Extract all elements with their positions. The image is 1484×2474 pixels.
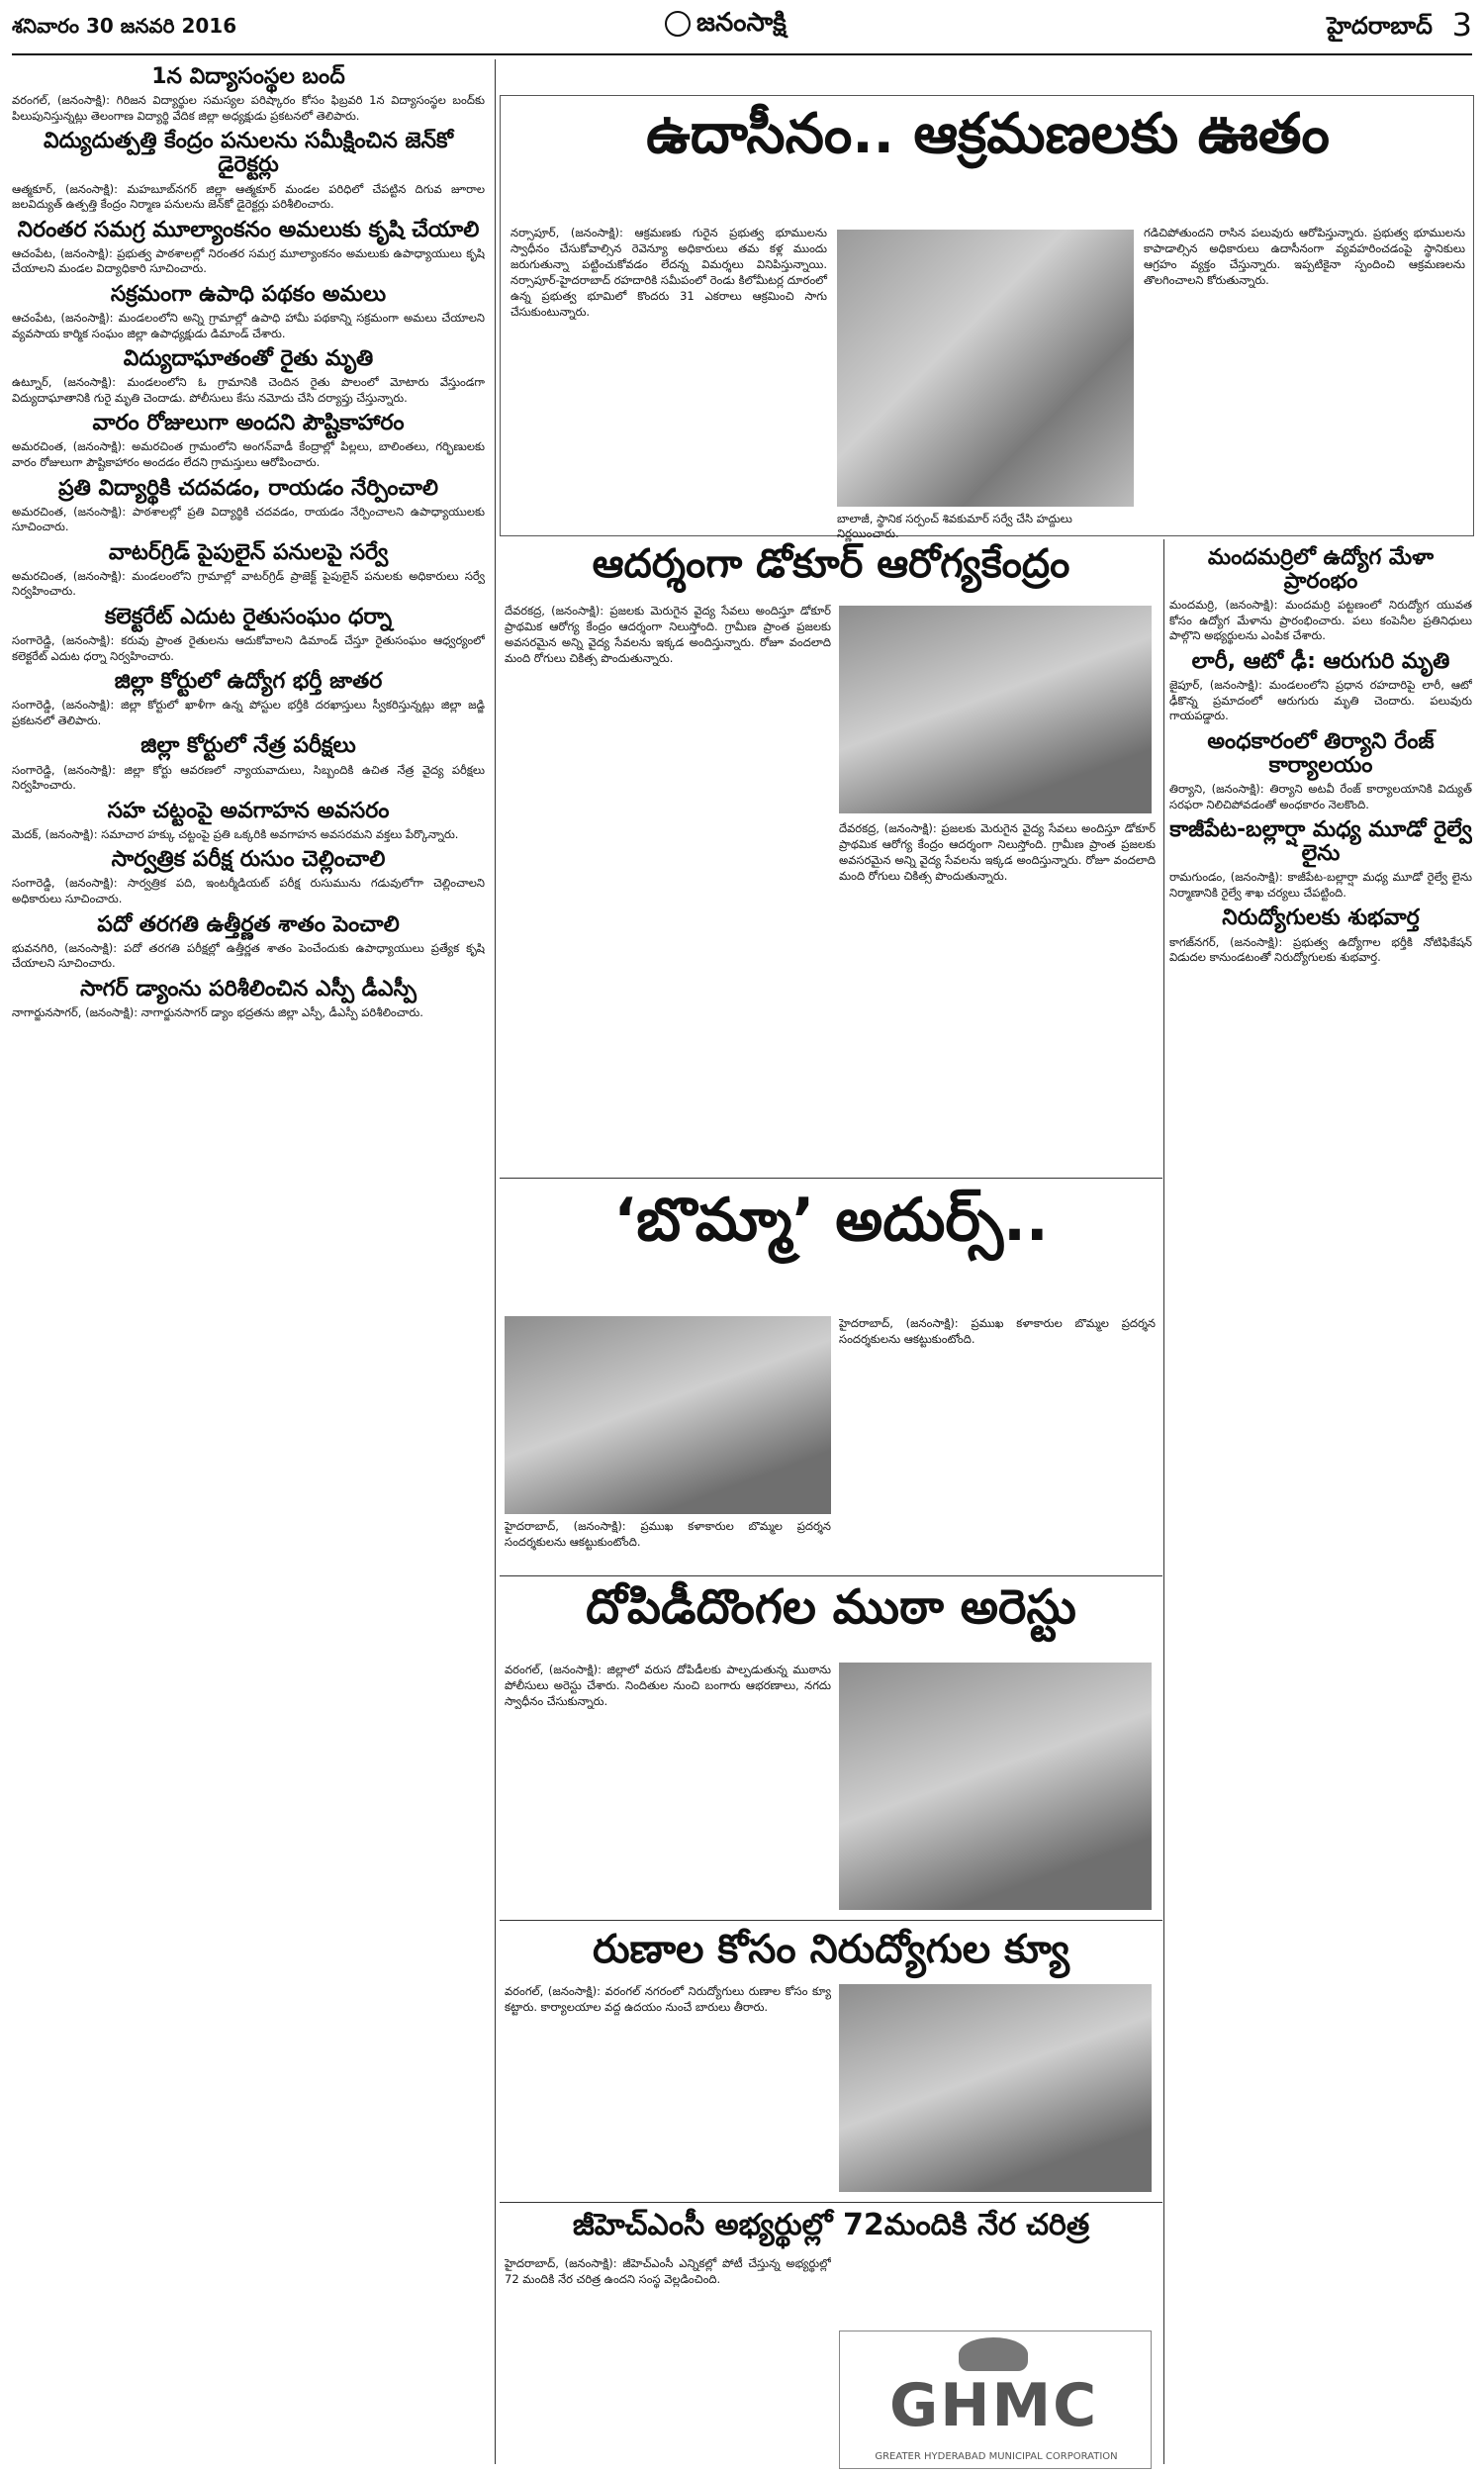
story-text: సంగారెడ్డి, (జనంసాక్షి): జిల్లా కోర్టు ఆవరణలో న్యాయవాదులు, సిబ్బందికి ఉచిత నేత్ర వైద్య పరీక్షలు నిర్వహించారు.: [12, 762, 485, 793]
loans-headline: రుణాల కోసం నిరుద్యోగుల క్యూ: [592, 1927, 1070, 1972]
story-text: ఆచంపేట, (జనంసాక్షి): మండలంలోని అన్ని గ్రామాల్లో ఉపాధి హామీ పథకాన్ని సక్రమంగా అమలు చేయాలని వ్యవసాయ కార్మిక సంఘం జిల్లా ఉపాధ్యక్షుడు డిమాండ్‌ చేశారు.: [12, 311, 485, 340]
news-story: [12, 541, 485, 600]
ghmc-logo-text: GHMC: [889, 2371, 1099, 2440]
loans-text: వరంగల్‌, (జనంసాక్షి): వరంగల్‌ నగరంలో నిరుద్యోగులు రుణాల కోసం క్యూ కట్టారు. కార్యాలయాల వద్ద ఉదయం నుంచే బారులు తీరారు.: [505, 1984, 831, 2014]
section-rule: [500, 1575, 1162, 1576]
news-story: [12, 283, 485, 341]
health-text: దేవరకద్ర, (జనంసాక్షి): ప్రజలకు మెరుగైన వైద్య సేవలు అందిస్తూ డోకూర్‌ ప్రాథమిక ఆరోగ్య కేంద్రం ఆదర్శంగా నిలుస్తోంది. గ్రామీణ ప్రాంత ప్రజలకు అవసరమైన అన్ని వైద్య సేవలను ఇక్కడ అందిస్తున్నారు. రోజూ వందలాది మంది రోగులు చికిత్స పొందుతున్నారు.: [505, 604, 831, 665]
story-headline: వాటర్‌గ్రిడ్‌ పైపులైన్‌ పనులపై సర్వే: [108, 539, 389, 565]
story-text: మందమర్రి, (జనంసాక్షి): మందమర్రి పట్టణంలో నిరుద్యోగ యువత కోసం ఉద్యోగ మేళాను ప్రారంభించారు. పలు కంపెనీల ప్రతినిధులు పాల్గొని అభ్యర్థులను ఎంపిక చేశారు.: [1169, 598, 1472, 643]
story-headline: మందమర్రిలో ఉద్యోగ మేళా ప్రారంభం: [1207, 545, 1435, 595]
ghmc-logo: [839, 2331, 1152, 2469]
story-headline: జిల్లా కోర్టులో ఉద్యోగ భర్తీ జాతర: [114, 669, 383, 695]
loans-photo: [839, 1984, 1152, 2192]
news-story: [12, 800, 485, 843]
lead-story: [500, 95, 1474, 540]
news-story: [12, 670, 485, 728]
story-headline: 1న విద్యాసంస్థల బంద్‌: [151, 64, 345, 89]
story-text: వరంగల్‌, (జనంసాక్షి): గిరిజన విద్యార్థుల సమస్యల పరిష్కారం కోసం ఫిబ్రవరి 1న విద్యాసంస్థల బంద్‌కు పిలుపునిస్తున్నట్లు తెలంగాణ విద్యార్థి వేదిక జిల్లా అధ్యక్షుడు ప్రకటనలో తెలిపారు.: [12, 93, 485, 123]
story-headline: విద్యుదాఘాతంతో రైతు మృతి: [123, 346, 374, 372]
thieves-photo: [839, 1663, 1152, 1910]
story-headline: కాజీపేట-బల్లార్షా మధ్య మూడో రైల్వే లైను: [1169, 817, 1472, 867]
news-story: [1169, 818, 1472, 901]
section-rule: [500, 2202, 1162, 2203]
thieves-headline: దోపిడీదొంగల ముఠా అరెస్టు: [586, 1579, 1076, 1635]
story-text: కాగజ్‌నగర్‌, (జనంసాక్షి): ప్రభుత్వ ఉద్యోగాల భర్తీకి నోటిఫికేషన్‌ విడుదల కానుండటంతో నిరుద్యోగులకు శుభవార్త.: [1169, 934, 1472, 965]
column-divider: [495, 59, 496, 2464]
story-headline: నిరుద్యోగులకు శుభవార్త: [1222, 905, 1420, 931]
lead-photo: [837, 230, 1134, 507]
health-headline: ఆదర్శంగా డోకూర్‌ ఆరోగ్యకేంద్రం: [592, 541, 1070, 587]
bomma-headline: ‘బొమ్మా’ అదుర్స్‌..: [613, 1186, 1049, 1255]
story-text: రామగుండం, (జనంసాక్షి): కాజీపేట-బల్లార్షా మధ్య మూడో రైల్వే లైను నిర్మాణానికి రైల్వే శాఖ చర్యలు చేపట్టింది.: [1169, 870, 1472, 900]
masthead: [665, 8, 787, 44]
bomma-photo: [505, 1316, 831, 1514]
lead-text: నర్సాపూర్‌, (జనంసాక్షి): ఆక్రమణకు గురైన ప్రభుత్వ భూములను స్వాధీనం చేసుకోవాల్సిన రెవెన్యూ అధికారులు తమ కళ్ల ముందు జరుగుతున్నా పట్టించుకోవడం లేదన్న విమర్శలు వినిపిస్తున్నాయి. నర్సాపూర్‌-హైదరాబాద్‌ రహదారికి సమీపంలో రెండు కిలోమీటర్ల దూరంలో ఉన్న ప్రభుత్వ భూమిలో కొందరు 31 ఎకరాలు ఆక్రమించి సాగు చేసుకుంటున్నారు.: [510, 226, 827, 320]
right-column: [1169, 542, 1472, 2462]
story-text: ఉట్నూర్‌, (జనంసాక్షి): మండలంలోని ఓ గ్రామానికి చెందిన రైతు పొలంలో మోటారు వేస్తుండగా విద్యుదాఘాతానికి గురై మృతి చెందాడు. పోలీసులు కేసు నమోదు చేసి దర్యాప్తు చేస్తున్నారు.: [12, 375, 485, 405]
issue-date: శనివారం 30 జనవరి 2016: [12, 14, 237, 38]
ghmc-headline: జీహెచ్‌ఎంసీ అభ్యర్థుల్లో 72మందికి నేర చరిత్ర: [572, 2208, 1090, 2242]
story-text: మెదక్‌, (జనంసాక్షి): సమాచార హక్కు చట్టంపై ప్రతి ఒక్కరికి అవగాహన అవసరమని వక్తలు పేర్కొన్నారు.: [12, 826, 459, 841]
news-story: [12, 412, 485, 470]
news-story: [1169, 906, 1472, 965]
story-text: తిర్యాని, (జనంసాక్షి): తిర్యాని అటవీ రేంజ్‌ కార్యాలయానికి విద్యుత్‌ సరఫరా నిలిచిపోవడంతో అంధకారం నెలకొంది.: [1169, 782, 1472, 811]
news-story: [12, 978, 485, 1021]
section-rule: [500, 1178, 1162, 1179]
ghmc-text: హైదరాబాద్‌, (జనంసాక్షి): జీహెచ్‌ఎంసీ ఎన్నికల్లో పోటీ చేస్తున్న అభ్యర్థుల్లో 72 మందికి నేర చరిత్ర ఉందని సంస్థ వెల్లడించింది.: [505, 2256, 831, 2286]
thieves-story: [505, 1581, 1158, 1634]
story-text: సంగారెడ్డి, (జనంసాక్షి): కరువు ప్రాంత రైతులను ఆదుకోవాలని డిమాండ్‌ చేస్తూ రైతుసంఘం ఆధ్వర్యంలో కలెక్టరేట్‌ ఎదుట ధర్నా నిర్వహించారు.: [12, 633, 485, 663]
story-headline: జిల్లా కోర్టులో నేత్ర పరీక్షలు: [140, 733, 356, 759]
column-divider: [1163, 539, 1164, 2464]
story-text: నాగార్జునసాగర్‌, (జనంసాక్షి): నాగార్జునసాగర్‌ డ్యాం భద్రతను జిల్లా ఎస్పీ, డీఎస్పీ పరిశీలించారు.: [12, 1004, 423, 1019]
news-story: [1169, 650, 1472, 724]
story-text: ఆచంపేట, (జనంసాక్షి): ప్రభుత్వ పాఠశాలల్లో నిరంతర సమగ్ర మూల్యాంకనం అమలుకు ఉపాధ్యాయులు కృషి చేయాలని మండల విద్యాధికారి సూచించారు.: [12, 245, 485, 276]
story-text: అమరచింత, (జనంసాక్షి): అమరచింత గ్రామంలోని అంగన్‌వాడీ కేంద్రాల్లో పిల్లలు, బాలింతలు, గర్భిణులకు వారం రోజులుగా పౌష్టికాహారం అందడం లేదని గ్రామస్తులు ఆరోపించారు.: [12, 439, 485, 469]
story-text: సంగారెడ్డి, (జనంసాక్షి): సార్వత్రిక పది, ఇంటర్మీడియట్‌ పరీక్ష రుసుమును గడువులోగా చెల్లించాలని అధికారులు సూచించారు.: [12, 876, 485, 905]
story-headline: సాగర్‌ డ్యాంను పరిశీలించిన ఎస్పీ డీఎస్పీ: [79, 976, 417, 1001]
story-headline: కలెక్టరేట్‌ ఎదుట రైతుసంఘం ధర్నా: [104, 604, 393, 629]
story-headline: పదో తరగతి ఉత్తీర్ణత శాతం పెంచాలి: [97, 911, 400, 937]
bomma-story: [505, 1188, 1158, 1253]
story-text: ఆత్మకూర్‌, (జనంసాక్షి): మహబూబ్‌నగర్‌ జిల్లా ఆత్మకూర్‌ మండల పరిధిలో చేపట్టిన దిగువ జూరాల జలవిద్యుత్‌ ఉత్పత్తి కేంద్రం నిర్మాణ పనులను జెన్‌కో డైరెక్టర్లు పరిశీలించారు.: [12, 181, 485, 212]
news-story: [12, 130, 485, 212]
news-story: [12, 219, 485, 277]
story-text: అమరచింత, (జనంసాక్షి): పాఠశాలల్లో ప్రతి విద్యార్థికి చదవడం, రాయడం నేర్పించాలని ఉపాధ్యాయులకు సూచించారు.: [12, 504, 485, 534]
lead-text-3: బాలాజీ, స్థానిక సర్పంచ్‌ శివకుమార్‌ సర్వే చేసి హద్దులు నిర్ణయించారు.: [837, 512, 1072, 540]
news-story: [12, 65, 485, 124]
news-story: [12, 913, 485, 972]
news-story: [12, 848, 485, 906]
ghmc-story: [505, 2209, 1158, 2241]
news-story: [1169, 730, 1472, 812]
story-text: అమరచింత, (జనంసాక్షి): మండలంలోని గ్రామాల్లో వాటర్‌గ్రిడ్‌ ప్రాజెక్ట్‌ పైపులైన్‌ పనులకు అధికారులు సర్వే నిర్వహించారు.: [12, 568, 485, 599]
brand-logo-icon: [665, 11, 691, 37]
news-story: [12, 477, 485, 535]
ghmc-logo-subtitle: GREATER HYDERABAD MUNICIPAL CORPORATION: [875, 2451, 1118, 2462]
story-text: సంగారెడ్డి, (జనంసాక్షి): జిల్లా కోర్టులో ఖాళీగా ఉన్న పోస్టుల భర్తీకి దరఖాస్తులు స్వీకరిస్తున్నట్లు జిల్లా జడ్జి ప్రకటనలో తెలిపారు.: [12, 698, 485, 727]
news-story: [12, 606, 485, 664]
story-headline: విద్యుదుత్పత్తి కేంద్రం పనులను సమీక్షించిన జెన్‌కో డైరెక్టర్లు: [43, 129, 454, 178]
health-story: [505, 542, 1158, 586]
ghmc-emblem-icon: [959, 2337, 1028, 2371]
lead-headline: ఉదాసీనం.. ఆక్రమణలకు ఊతం: [646, 102, 1330, 166]
section-rule: [500, 1920, 1162, 1921]
lead-text-2: గడిచిపోతుందని రాసిన పలువురు ఆరోపిస్తున్నారు. ప్రభుత్వ భూములను కాపాడాల్సిన అధికారులు ఉదాసీనంగా వ్యవహరించడంపై స్థానికులు ఆగ్రహం వ్యక్తం చేస్తున్నారు. ఇప్పటికైనా స్పందించి ఆక్రమణలను తొలగించాలని కోరుతున్నారు.: [1144, 226, 1465, 288]
edition-city: హైదరాబాద్: [1327, 12, 1433, 40]
story-headline: సార్వత్రిక పరీక్ష రుసుం చెల్లించాలి: [111, 847, 386, 873]
health-photo: [839, 606, 1152, 813]
bomma-caption: హైదరాబాద్‌, (జనంసాక్షి): ప్రముఖ కళాకారుల బొమ్మల ప్రదర్శన సందర్శకులను ఆకట్టుకుంటోంది.: [505, 1519, 831, 1549]
page-number: 3: [1451, 6, 1472, 44]
news-story: [1169, 546, 1472, 644]
story-text: జైపూర్‌, (జనంసాక్షి): మండలంలోని ప్రధాన రహదారిపై లారీ, ఆటో ఢీకొన్న ప్రమాదంలో ఆరుగురు మృతి చెందారు. పలువురు గాయపడ్డారు.: [1169, 678, 1472, 723]
story-headline: ప్రతి విద్యార్థికి చదవడం, రాయడం నేర్పించాలి: [58, 475, 438, 501]
news-story: [12, 734, 485, 793]
thieves-text: వరంగల్‌, (జనంసాక్షి): జిల్లాలో వరుస దోపిడీలకు పాల్పడుతున్న ముఠాను పోలీసులు అరెస్టు చేశారు. నిందితుల నుంచి బంగారు ఆభరణాలు, నగదు స్వాధీనం చేసుకున్నారు.: [505, 1663, 831, 1708]
brand-name: జనంసాక్షి: [696, 8, 787, 38]
loans-story: [505, 1928, 1158, 1971]
story-text: భువనగిరి, (జనంసాక్షి): పదో తరగతి పరీక్షల్లో ఉత్తీర్ణత శాతం పెంచేందుకు ఉపాధ్యాయులు ప్రత్యేక కృషి చేయాలని సూచించారు.: [12, 940, 485, 971]
left-column: [12, 61, 485, 2466]
story-headline: వారం రోజులుగా అందని పౌష్టికాహారం: [92, 411, 405, 436]
story-headline: సక్రమంగా ఉపాధి పథకం అమలు: [110, 281, 387, 307]
news-story: [12, 347, 485, 406]
story-headline: సహ చట్టంపై అవగాహన అవసరం: [107, 798, 390, 823]
story-headline: లారీ, ఆటో ఢీ: ఆరుగురి మృతి: [1191, 648, 1450, 674]
story-headline: నిరంతర సమగ్ర మూల్యాంకనం అమలుకు కృషి చేయాలి: [17, 217, 480, 242]
health-text-2: దేవరకద్ర, (జనంసాక్షి): ప్రజలకు మెరుగైన వైద్య సేవలు అందిస్తూ డోకూర్‌ ప్రాథమిక ఆరోగ్య కేంద్రం ఆదర్శంగా నిలుస్తోంది. గ్రామీణ ప్రాంత ప్రజలకు అవసరమైన అన్ని వైద్య సేవలను ఇక్కడ అందిస్తున్నారు. రోజూ వందలాది మంది రోగులు చికిత్స పొందుతున్నారు.: [839, 821, 1156, 883]
page-header: [12, 0, 1472, 55]
story-headline: అంధకారంలో తిర్యాని రేంజ్‌ కార్యాలయం: [1207, 728, 1435, 778]
bomma-text: హైదరాబాద్‌, (జనంసాక్షి): ప్రముఖ కళాకారుల బొమ్మల ప్రదర్శన సందర్శకులను ఆకట్టుకుంటోంది.: [839, 1316, 1156, 1346]
